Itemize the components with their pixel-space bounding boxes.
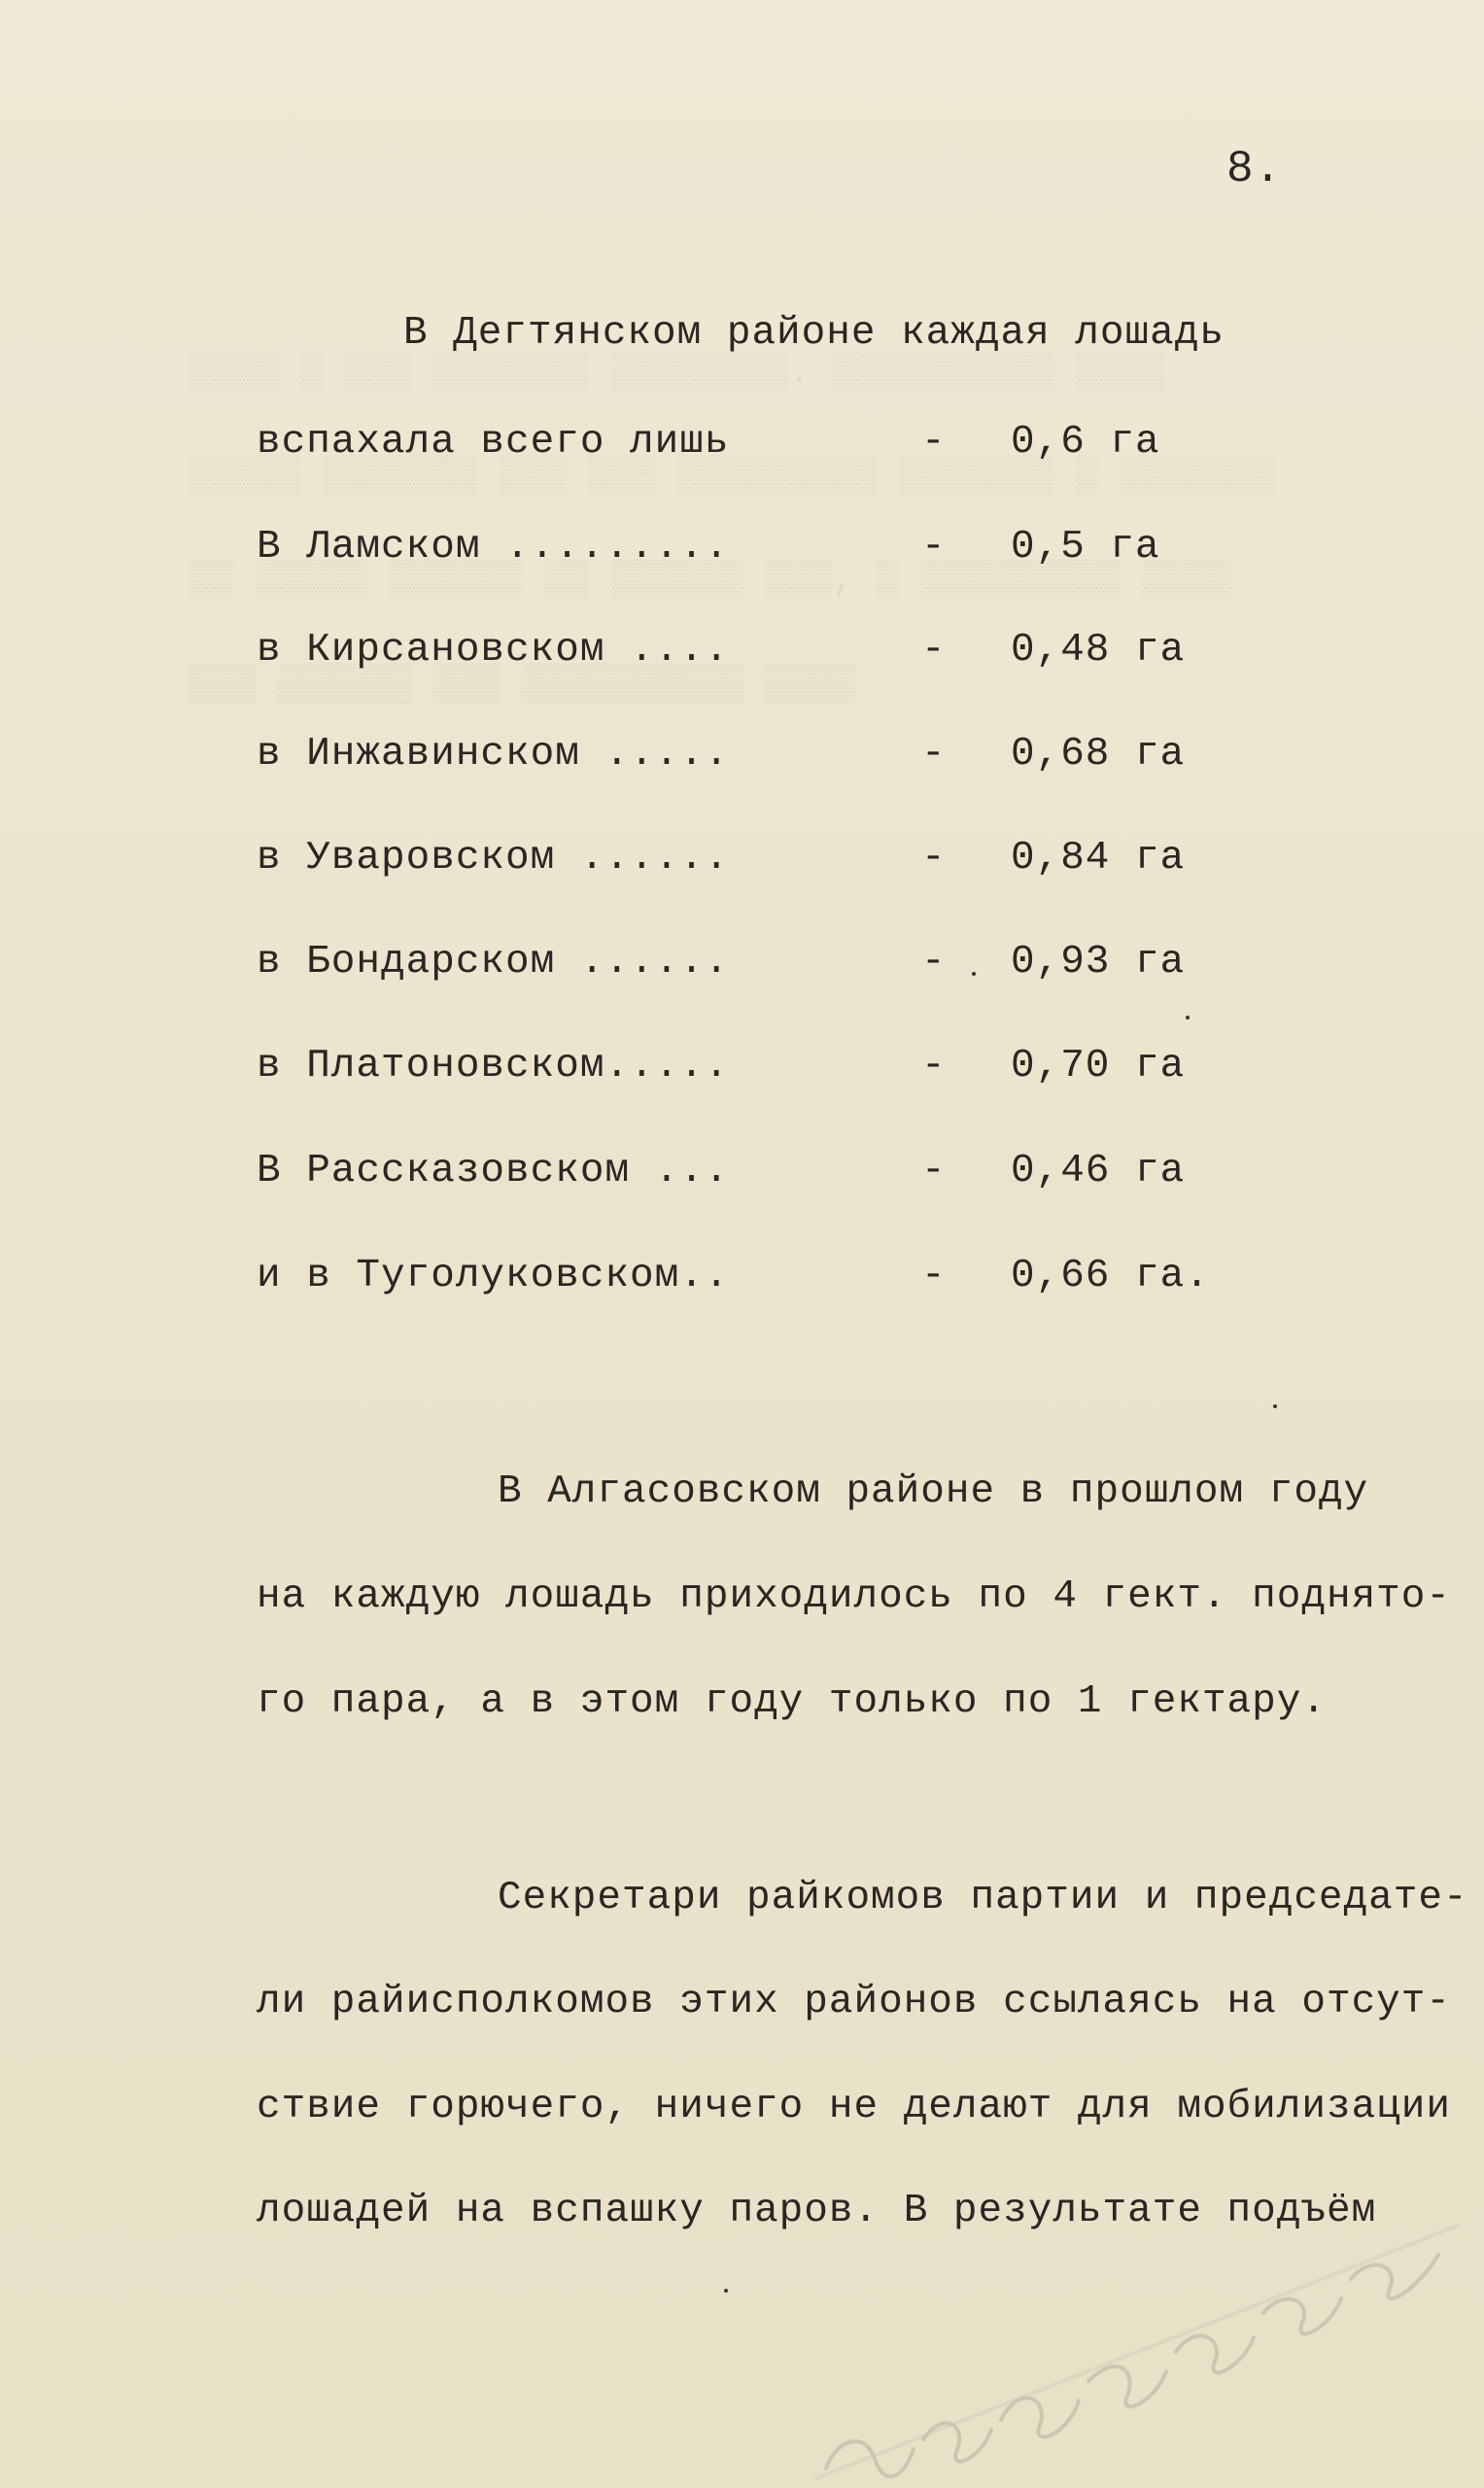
ink-speck — [1273, 1404, 1277, 1408]
area-value: 0,84 га — [1011, 836, 1186, 881]
area-value: 0,68 га — [1011, 732, 1186, 777]
area-value: 0,46 га — [1011, 1149, 1186, 1193]
row-dash: - — [921, 940, 946, 985]
intro-line: В Дегтянском районе каждая лошадь — [403, 311, 1225, 356]
district-label: В Ламском ......... — [257, 525, 730, 570]
district-label: в Бондарском ...... — [257, 940, 730, 985]
district-label: и в Туголуковском.. — [257, 1254, 730, 1298]
paragraph-line: В Алгасовском районе в прошлом году — [498, 1469, 1369, 1514]
paragraph-line: ствие горючего, ничего не делают для мобилизации — [257, 2085, 1451, 2129]
area-value: 0,6 га — [1011, 420, 1160, 465]
row-dash: - — [921, 1149, 946, 1193]
reverse-side-show-through: ▒▒▒▒ ▒ ▒▒▒ ▒▒▒▒▒▒▒ ▒▒▒▒▒▒▒▒. ▒▒▒▒▒▒▒▒▒▒ ▒▒▒▒ ▒▒▒▒▒ ▒▒▒▒▒▒▒ ▒▒▒ ▒▒▒ ▒▒▒▒▒▒▒▒▒ ▒▒▒▒▒▒▒ ▒ ▒▒▒▒▒▒▒ ▒▒ ▒▒▒▒▒ ▒▒▒▒▒▒ ▒▒ ▒▒▒▒▒▒ ▒▒▒, ▒ ▒▒▒▒▒▒▒▒▒ ▒▒▒▒ ▒▒▒ ▒▒▒▒▒▒ ▒▒▒ ▒▒▒▒▒▒▒▒▒▒ ▒▒▒▒ — [190, 352, 1276, 706]
paragraph-line: го пара, а в этом году только по 1 гектару. — [257, 1679, 1327, 1724]
area-value: 0,66 га. — [1011, 1254, 1210, 1298]
area-value: 0,48 га — [1011, 628, 1186, 673]
embossed-stamp — [797, 2090, 1477, 2488]
area-value: 0,5 га — [1011, 525, 1160, 570]
page-number: 8. — [1226, 144, 1283, 194]
row-dash: - — [921, 732, 946, 777]
paragraph-line: ли райисполкомов этих районов ссылаясь на отсут- — [257, 1980, 1451, 2024]
row-dash: - — [921, 1044, 946, 1088]
district-label: в Платоновском..... — [257, 1044, 730, 1088]
row-dash: - — [921, 525, 946, 570]
paragraph-line: Секретари райкомов партии и председате- — [498, 1876, 1468, 1920]
ink-speck — [1186, 1016, 1190, 1019]
district-label: вспахала всего лишь — [257, 420, 730, 465]
row-dash: - — [921, 628, 946, 673]
district-label: в Инжавинском ..... — [257, 732, 730, 777]
row-dash: - — [921, 420, 946, 465]
paragraph-line: на каждую лошадь приходилось по 4 гект. поднято- — [257, 1574, 1451, 1619]
district-label: в Кирсановском .... — [257, 628, 730, 673]
ink-speck — [972, 972, 976, 976]
row-dash: - — [921, 1254, 946, 1298]
area-value: 0,93 га — [1011, 940, 1186, 985]
district-label: в Уваровском ...... — [257, 836, 730, 881]
row-dash: - — [921, 836, 946, 881]
district-label: В Рассказовском ... — [257, 1149, 730, 1193]
paragraph-line: лошадей на вспашку паров. В результате подъём — [257, 2189, 1377, 2233]
area-value: 0,70 га — [1011, 1044, 1186, 1088]
ink-speck — [724, 2289, 728, 2293]
